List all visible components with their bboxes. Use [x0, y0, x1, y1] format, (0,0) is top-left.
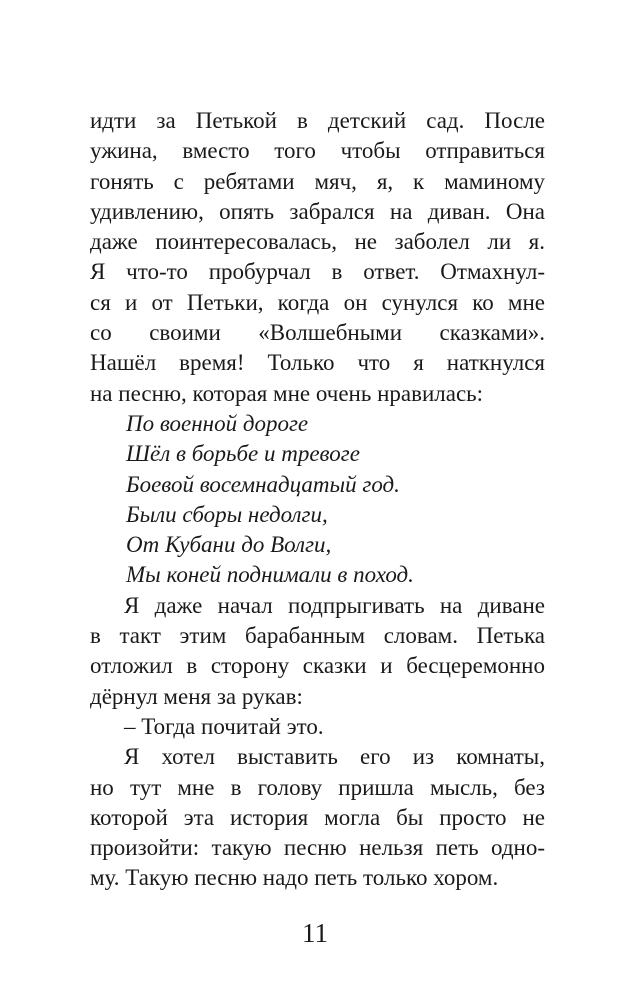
verse-line: Боевой восемнадцатый год.	[126, 471, 400, 497]
text-line: в такт этим барабанным словам. Петька	[90, 623, 545, 649]
text-line: дёрнул меня за рукав:	[90, 683, 303, 709]
text-line: Я что-то пробурчал в ответ. Отмахнул-	[90, 259, 545, 285]
text-line: ся и от Петьки, когда он сунулся ко мне	[90, 289, 545, 315]
page-number: 11	[302, 918, 328, 948]
text-line: Нашёл время! Только что я наткнулся	[90, 350, 545, 376]
text-line: идти за Петькой в детский сад. После	[90, 108, 545, 133]
text-line: произойти: такую песню нельзя петь одно-	[90, 835, 545, 861]
verse-line: Шёл в борьбе и тревоге	[126, 441, 360, 467]
paragraph-3	[90, 742, 545, 893]
text-line: удивлению, опять забрался на диван. Она	[90, 198, 545, 224]
page-body	[90, 106, 545, 894]
text-line: Я хотел выставить его из комнаты,	[124, 744, 545, 770]
text-line: которой эта история могла бы просто не	[90, 804, 545, 830]
verse-block	[90, 409, 545, 591]
paragraph-1	[90, 106, 545, 409]
text-line: на песню, которая мне очень нравилась:	[90, 380, 484, 406]
verse-line: От Кубани до Волги,	[126, 532, 332, 558]
paragraph-2	[90, 591, 545, 712]
text-line: отложил в сторону сказки и бесцеремонно	[90, 653, 545, 679]
text-line: му. Такую песню надо петь только хором.	[90, 865, 499, 891]
text-line: Я даже начал подпрыгивать на диване	[124, 592, 545, 618]
dialogue-paragraph	[90, 712, 545, 742]
text-line: гонять с ребятами мяч, я, к маминому	[90, 168, 545, 194]
dialogue-line: – Тогда почитай это.	[124, 713, 324, 739]
verse-line: Были сборы недолги,	[126, 501, 328, 527]
text-line: со своими «Волшебными сказками».	[90, 320, 545, 346]
verse-line: Мы коней поднимали в поход.	[126, 562, 414, 588]
text-line: но тут мне в голову пришла мысль, без	[90, 774, 545, 800]
verse-line: По военной дороге	[126, 410, 309, 436]
text-line: даже поинтересовалась, не заболел ли я.	[90, 229, 545, 255]
text-line: ужина, вместо того чтобы отправиться	[90, 138, 545, 164]
